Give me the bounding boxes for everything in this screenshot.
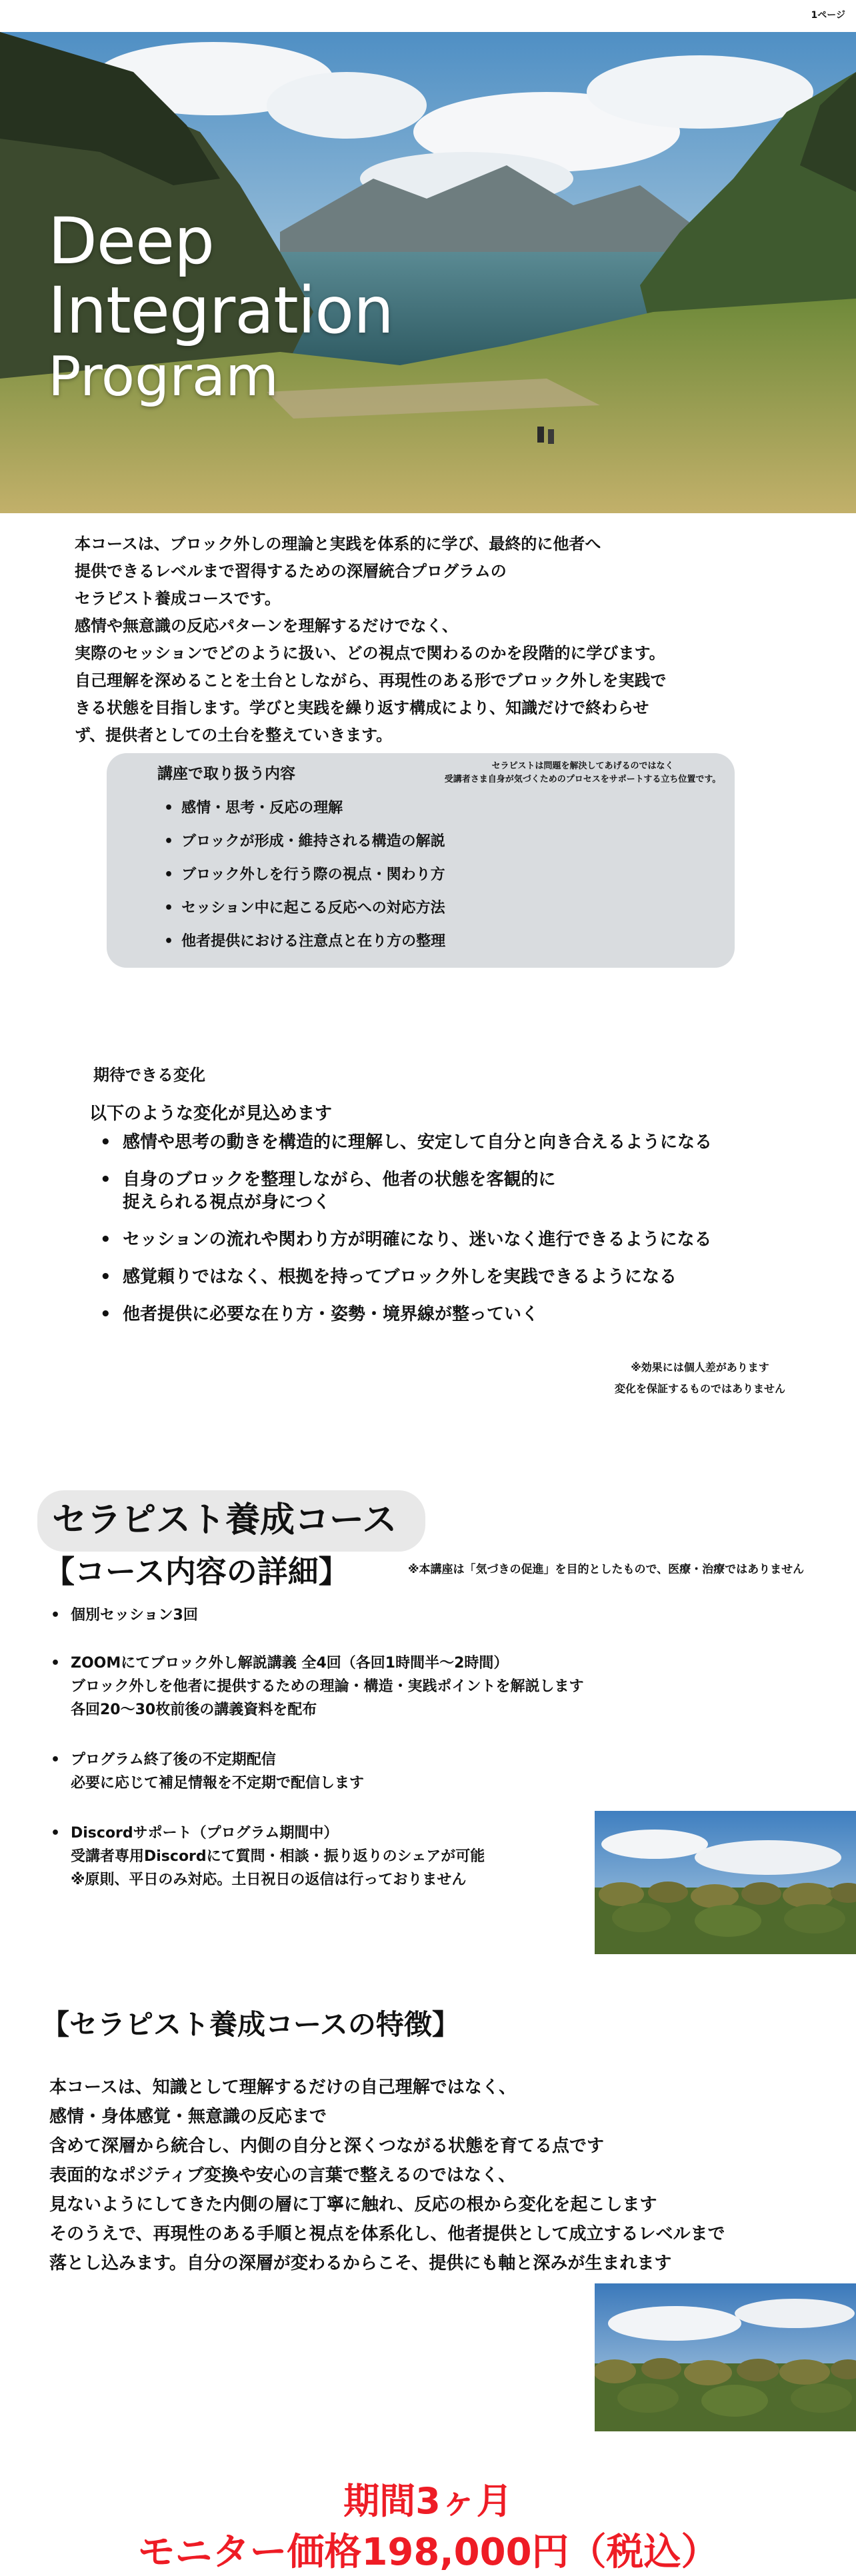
expected-heading: 期待できる変化 [93, 1066, 205, 1084]
intro-line: 自己理解を深めることを土台としながら、再現性のある形でブロック外しを実践で [75, 671, 667, 690]
detail-note: ※本講座は「気づきの促進」を目的としたもので、医療・治療ではありません [408, 1563, 805, 1576]
monitor-price: モニター価格198,000円（税込） [137, 2531, 719, 2574]
intro-line: セラピスト養成コースです。 [75, 589, 281, 608]
panel-note-line: 受講者さま自身が気づくためのプロセスをサポートする立ち位置です。 [444, 774, 721, 784]
detail-item-line: 受講者専用Discordにて質問・相談・振り返りのシェアが可能 [71, 1848, 485, 1865]
detail-item [51, 1822, 597, 1892]
list-item [100, 1168, 807, 1214]
list-item: • セッションの流れや関わり方が明確になり、迷いなく進行できるようになる [100, 1228, 807, 1251]
intro-line: 感情や無意識の反応パターンを理解するだけでなく、 [75, 617, 459, 635]
hero-title-line: Deep [48, 204, 214, 279]
features-line: 本コースは、知識として理解するだけの自己理解ではなく、 [49, 2077, 517, 2097]
intro-line: 実際のセッションでどのように扱い、どの視点で関わるのかを段階的に学びます。 [75, 644, 665, 662]
list-item: • 感覚頼りではなく、根拠を持ってブロック外しを実践できるようになる [100, 1266, 807, 1288]
hero-title-line: Program [48, 345, 279, 409]
detail-item-title: • プログラム終了後の不定期配信 [51, 1748, 597, 1772]
features-line: 落とし込みます。自分の深層が変わるからこそ、提供にも軸と深みが生まれます [49, 2253, 672, 2273]
features-line: 含めて深層から統合し、内側の自分と深くつながる状態を育てる点です [49, 2136, 605, 2156]
hero-title [48, 204, 393, 409]
list-item: • ブロックが形成・維持される構造の解説 [164, 825, 445, 858]
program-period: 期間3ヶ月 [343, 2480, 513, 2522]
detail-heading: 【コース内容の詳細】 [44, 1554, 349, 1590]
list-item: • ブロック外しを行う際の視点・関わり方 [164, 858, 445, 892]
detail-item-title: • 個別セッション3回 [51, 1604, 597, 1627]
disclaimer-line: ※効果には個人差があります [631, 1361, 769, 1374]
detail-item [51, 1652, 597, 1722]
detail-item-line: ※原則、平日のみ対応。土日祝日の返信は行っておりません [71, 1872, 467, 1888]
expected-subheading: 以下のような変化が見込めます [89, 1104, 333, 1124]
panel-heading: 講座で取り扱う内容 [157, 765, 295, 782]
list-item-line: 捉えられる視点が身につく [123, 1192, 331, 1212]
detail-item-line: ブロック外しを他者に提供するための理論・構造・実践ポイントを解説します [71, 1678, 584, 1695]
hero-title-line: Integration [48, 273, 393, 348]
hills-photo [595, 2283, 856, 2431]
features-heading: 【セラピスト養成コースの特徴】 [41, 2008, 460, 2041]
features-line: 見ないようにしてきた内側の層に丁寧に触れ、反応の根から変化を起こします [49, 2195, 657, 2215]
features-line: そのうえで、再現性のある手順と視点を体系化し、他者提供として成立するレベルまで [49, 2224, 725, 2244]
hills-photo [595, 1811, 856, 1954]
panel-note-line: セラピストは問題を解決してあげるのではなく [491, 761, 674, 771]
detail-item-title: • Discordサポート（プログラム期間中） [51, 1822, 597, 1845]
course-title: セラピスト養成コース [52, 1500, 397, 1540]
list-item: • 感情や思考の動きを構造的に理解し、安定して自分と向き合えるようになる [100, 1131, 807, 1154]
list-item: • セッション中に起こる反応への対応方法 [164, 892, 445, 925]
intro-line: きる状態を目指します。学びと実践を繰り返す構成により、知識だけで終わらせ [75, 698, 649, 717]
intro-text [75, 531, 788, 749]
intro-line: 提供できるレベルまで習得するための深層統合プログラムの [75, 562, 507, 581]
detail-item-line: 必要に応じて補足情報を不定期で配信します [71, 1775, 365, 1792]
features-line: 表面的なポジティブ変換や安心の言葉で整えるのではなく、 [49, 2165, 516, 2185]
features-text [49, 2073, 796, 2278]
expected-list [100, 1131, 807, 1340]
list-item: • 他者提供における注意点と在り方の整理 [164, 925, 445, 958]
panel-note [436, 760, 729, 786]
detail-item-title: • ZOOMにてブロック外し解説講義 全4回（各回1時間半～2時間） [51, 1652, 597, 1675]
disclaimer-line: 変化を保証するものではありません [614, 1382, 785, 1395]
detail-item [51, 1604, 597, 1627]
intro-line: 本コースは、ブロック外しの理論と実践を体系的に学び、最終的に他者へ [75, 535, 601, 553]
panel-list [164, 792, 445, 958]
disclaimer [573, 1357, 827, 1400]
list-item: • 感情・思考・反応の理解 [164, 792, 445, 825]
course-content-panel [107, 753, 735, 968]
features-line: 感情・身体感覚・無意識の反応まで [49, 2107, 327, 2127]
intro-line: ず、提供者としての土台を整えていきます。 [75, 726, 393, 744]
detail-item-line: 各回20～30枚前後の講義資料を配布 [71, 1702, 317, 1718]
list-item-line: • 自身のブロックを整理しながら、他者の状態を客観的に [123, 1170, 556, 1190]
detail-item [51, 1748, 597, 1795]
page-number-label: 1ページ [811, 10, 845, 21]
list-item: • 他者提供に必要な在り方・姿勢・境界線が整っていく [100, 1303, 807, 1326]
